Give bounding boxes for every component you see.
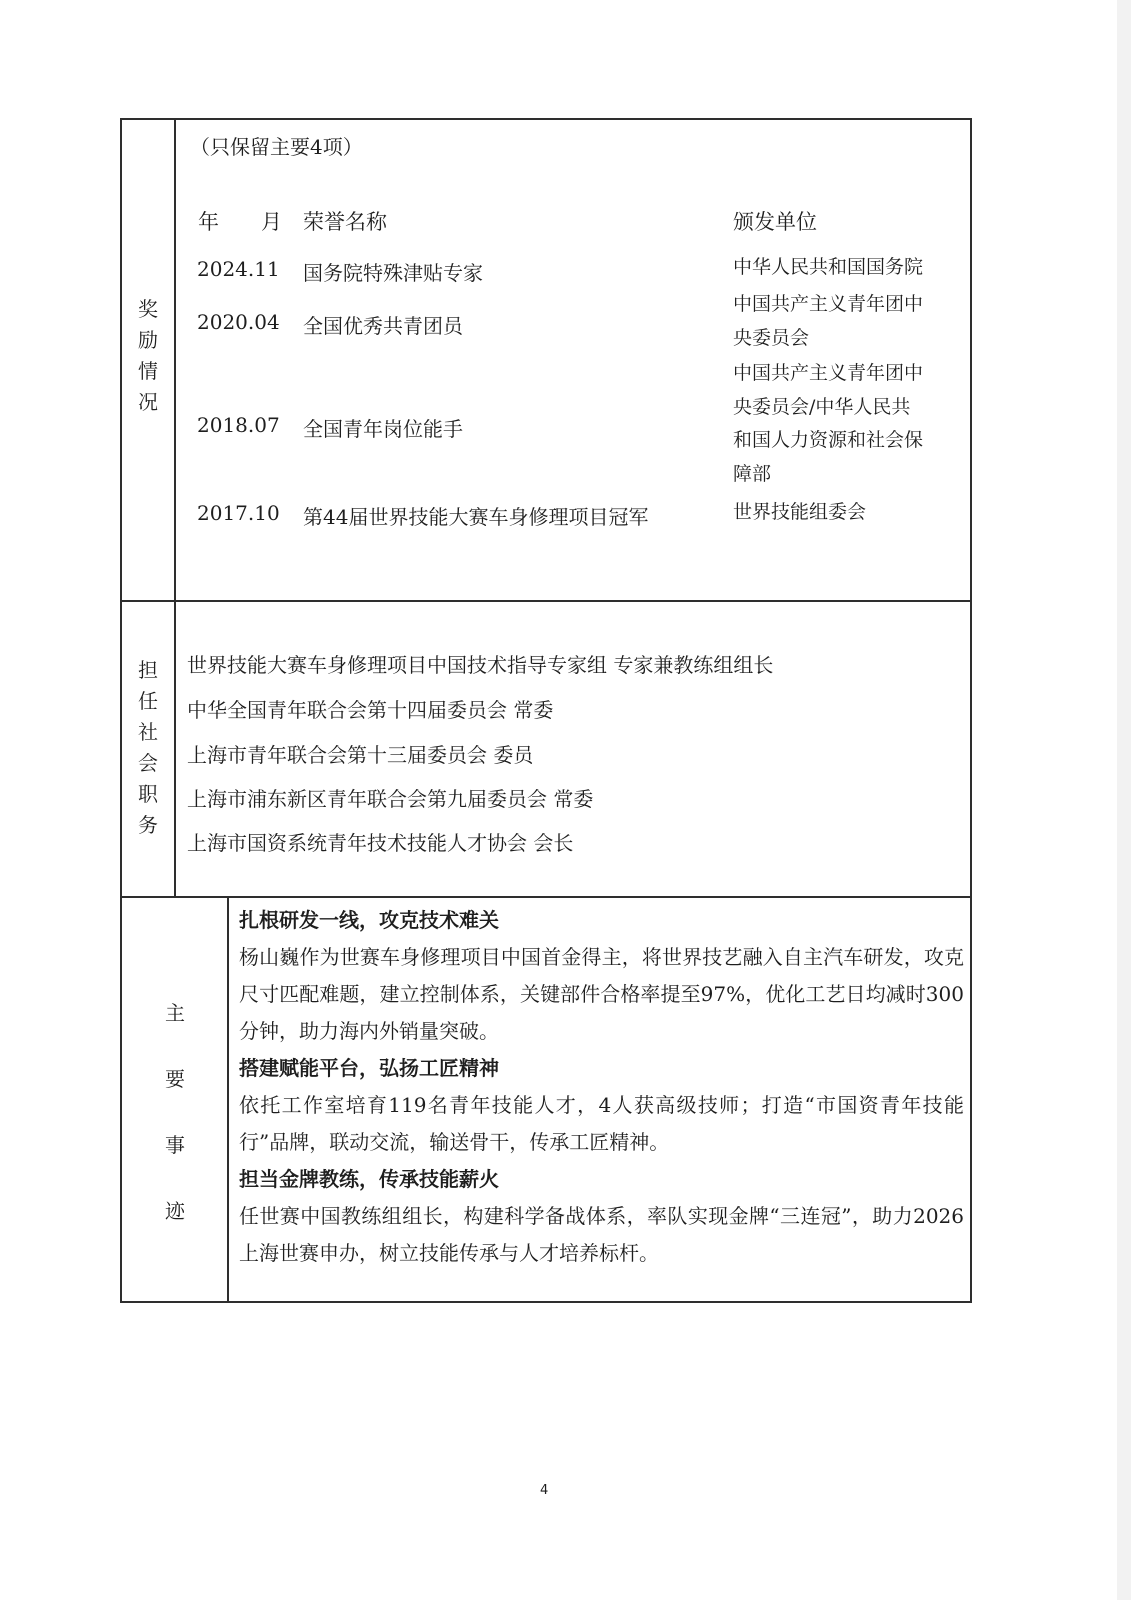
award-issuer: 中国共产主义青年团中央委员会/中华人民共和国人力资源和社会保障部 (733, 362, 924, 485)
award-honor: 国务院特殊津贴专家 (303, 261, 483, 285)
page-number: 4 (540, 1483, 549, 1498)
deed-body: 依托工作室培育119名青年技能人才，4人获高级技师；打造“市国资青年技能行”品牌，联动交流，输送骨干，传承工匠精神。 (239, 1093, 964, 1154)
duty-item: 中华全国青年联合会第十四届委员会 常委 (187, 698, 554, 722)
award-date: 2024.11 (197, 257, 280, 281)
duty-item: 上海市浦东新区青年联合会第九届委员会 常委 (187, 787, 594, 811)
header-honor: 荣誉名称 (303, 210, 387, 234)
awards-label: 奖 励 情 况 (138, 297, 158, 414)
award-date: 2017.10 (197, 501, 280, 525)
duties-label: 担 任 社 会 职 务 (138, 658, 158, 837)
award-date: 2020.04 (197, 310, 280, 334)
scan-edge (1117, 0, 1131, 1600)
award-honor: 全国优秀共青团员 (303, 314, 463, 338)
award-honor: 全国青年岗位能手 (303, 417, 463, 441)
deed-body: 杨山巍作为世赛车身修理项目中国首金得主，将世界技艺融入自主汽车研发，攻克尺寸匹配难题，建立控制体系，关键部件合格率提至97%，优化工艺日均减时300分钟，助力海内外销量突破。 (239, 945, 964, 1043)
award-date: 2018.07 (197, 413, 280, 437)
awards-note: （只保留主要4项） (190, 135, 363, 159)
header-year-month: 年 月 (198, 210, 282, 234)
deeds-content (239, 902, 964, 1272)
deed-heading: 扎根研发一线，攻克技术难关 (239, 908, 499, 932)
award-issuer: 中华人民共和国国务院 (733, 256, 924, 278)
header-issuer: 颁发单位 (733, 210, 817, 234)
award-issuer: 世界技能组委会 (733, 501, 867, 523)
deed-heading: 搭建赋能平台，弘扬工匠精神 (239, 1056, 499, 1080)
award-honor: 第44届世界技能大赛车身修理项目冠军 (303, 505, 649, 529)
deed-heading: 担当金牌教练，传承技能薪火 (239, 1167, 499, 1191)
duty-item: 上海市青年联合会第十三届委员会 委员 (187, 743, 534, 767)
award-issuer: 中国共产主义青年团中央委员会 (733, 293, 924, 349)
duty-item: 上海市国资系统青年技术技能人才协会 会长 (187, 831, 574, 855)
deeds-label: 主 要 事 迹 (165, 1001, 185, 1223)
duty-item: 世界技能大赛车身修理项目中国技术指导专家组 专家兼教练组组长 (187, 653, 774, 677)
deed-body: 任世赛中国教练组组长，构建科学备战体系，率队实现金牌“三连冠”，助力2026上海世赛申办，树立技能传承与人才培养标杆。 (239, 1204, 964, 1265)
